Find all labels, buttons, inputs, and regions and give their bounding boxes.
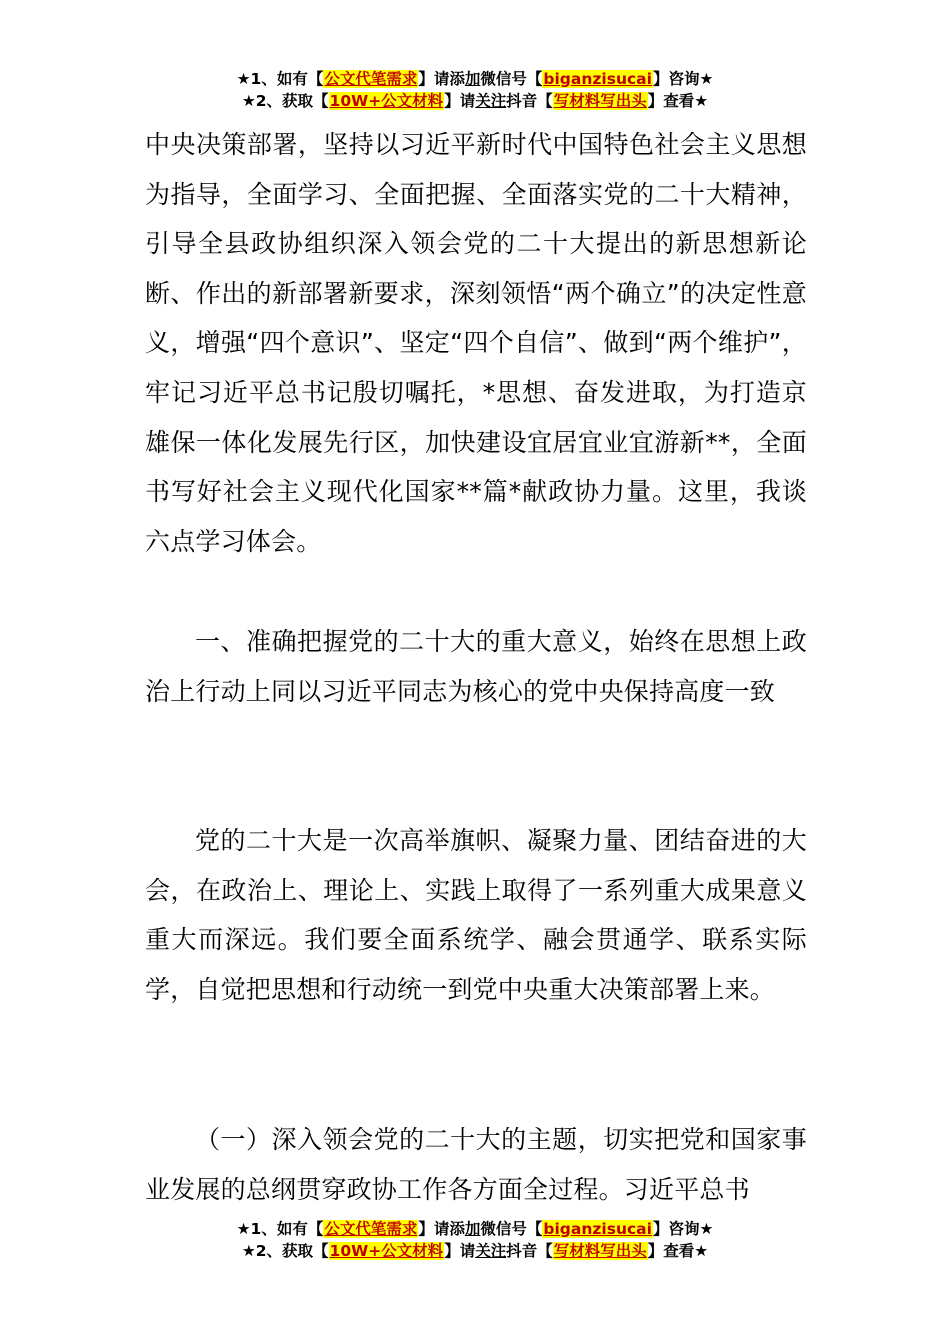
body-paragraph-congress: 党的二十大是一次高举旗帜、凝聚力量、团结奋进的大会，在政治上、理论上、实践上取得了一系列重大成果意义重大而深远。我们要全面系统学、融会贯通学、联系实际学，自觉把思想和行动统一到党中央重大决策部署上来。 xyxy=(145,826,807,1004)
body-paragraph-intro: 中央决策部署，坚持以习近平新时代中国特色社会主义思想为指导，全面学习、全面把握、全面落实党的二十大精神，引导全县政协组织深入领会党的二十大提出的新思想新论断、作出的新部署新要求，深刻领悟“两个确立”的决定性意义，增强“四个意识”、坚定“四个自信”、做到“两个维护”，牢记习近平总书记殷切嘱托，*思想、奋发进取，为打造京雄保一体化发展先行区，加快建设宜居宜业宜游新**，全面书写好社会主义现代化国家**篇*献政协力量。这里，我谈六点学习体会。 xyxy=(145,130,807,556)
highlight-materials: 10W+公文材料 xyxy=(329,92,444,110)
promo-header xyxy=(0,68,950,112)
highlight-douyin-account: 写材料写出头 xyxy=(553,1242,647,1260)
promo-line-1: ★1、如有【公文代笔需求】请添加微信号【biganzisucai】咨询★ xyxy=(236,70,714,88)
highlight-materials: 10W+公文材料 xyxy=(329,1242,444,1260)
subsection-paragraph-one: （一）深入领会党的二十大的主题，切实把党和国家事业发展的总纲贯穿政协工作各方面全过程。习近平总书 xyxy=(145,1125,807,1204)
promo-line-2: ★2、获取【10W+公文材料】请关注抖音【写材料写出头】查看★ xyxy=(241,92,709,110)
highlight-wechat-id: biganzisucai xyxy=(543,70,652,88)
promo-line-1: ★1、如有【公文代笔需求】请添加微信号【biganzisucai】咨询★ xyxy=(236,1220,714,1238)
highlight-douyin-account: 写材料写出头 xyxy=(553,92,647,110)
promo-footer xyxy=(0,1218,950,1262)
highlight-ghostwriting: 公文代笔需求 xyxy=(324,70,418,88)
highlight-ghostwriting: 公文代笔需求 xyxy=(324,1220,418,1238)
section-heading-one: 一、准确把握党的二十大的重大意义，始终在思想上政治上行动上同以习近平同志为核心的党中央保持高度一致 xyxy=(145,627,807,706)
promo-line-2: ★2、获取【10W+公文材料】请关注抖音【写材料写出头】查看★ xyxy=(241,1242,709,1260)
highlight-wechat-id: biganzisucai xyxy=(543,1220,652,1238)
